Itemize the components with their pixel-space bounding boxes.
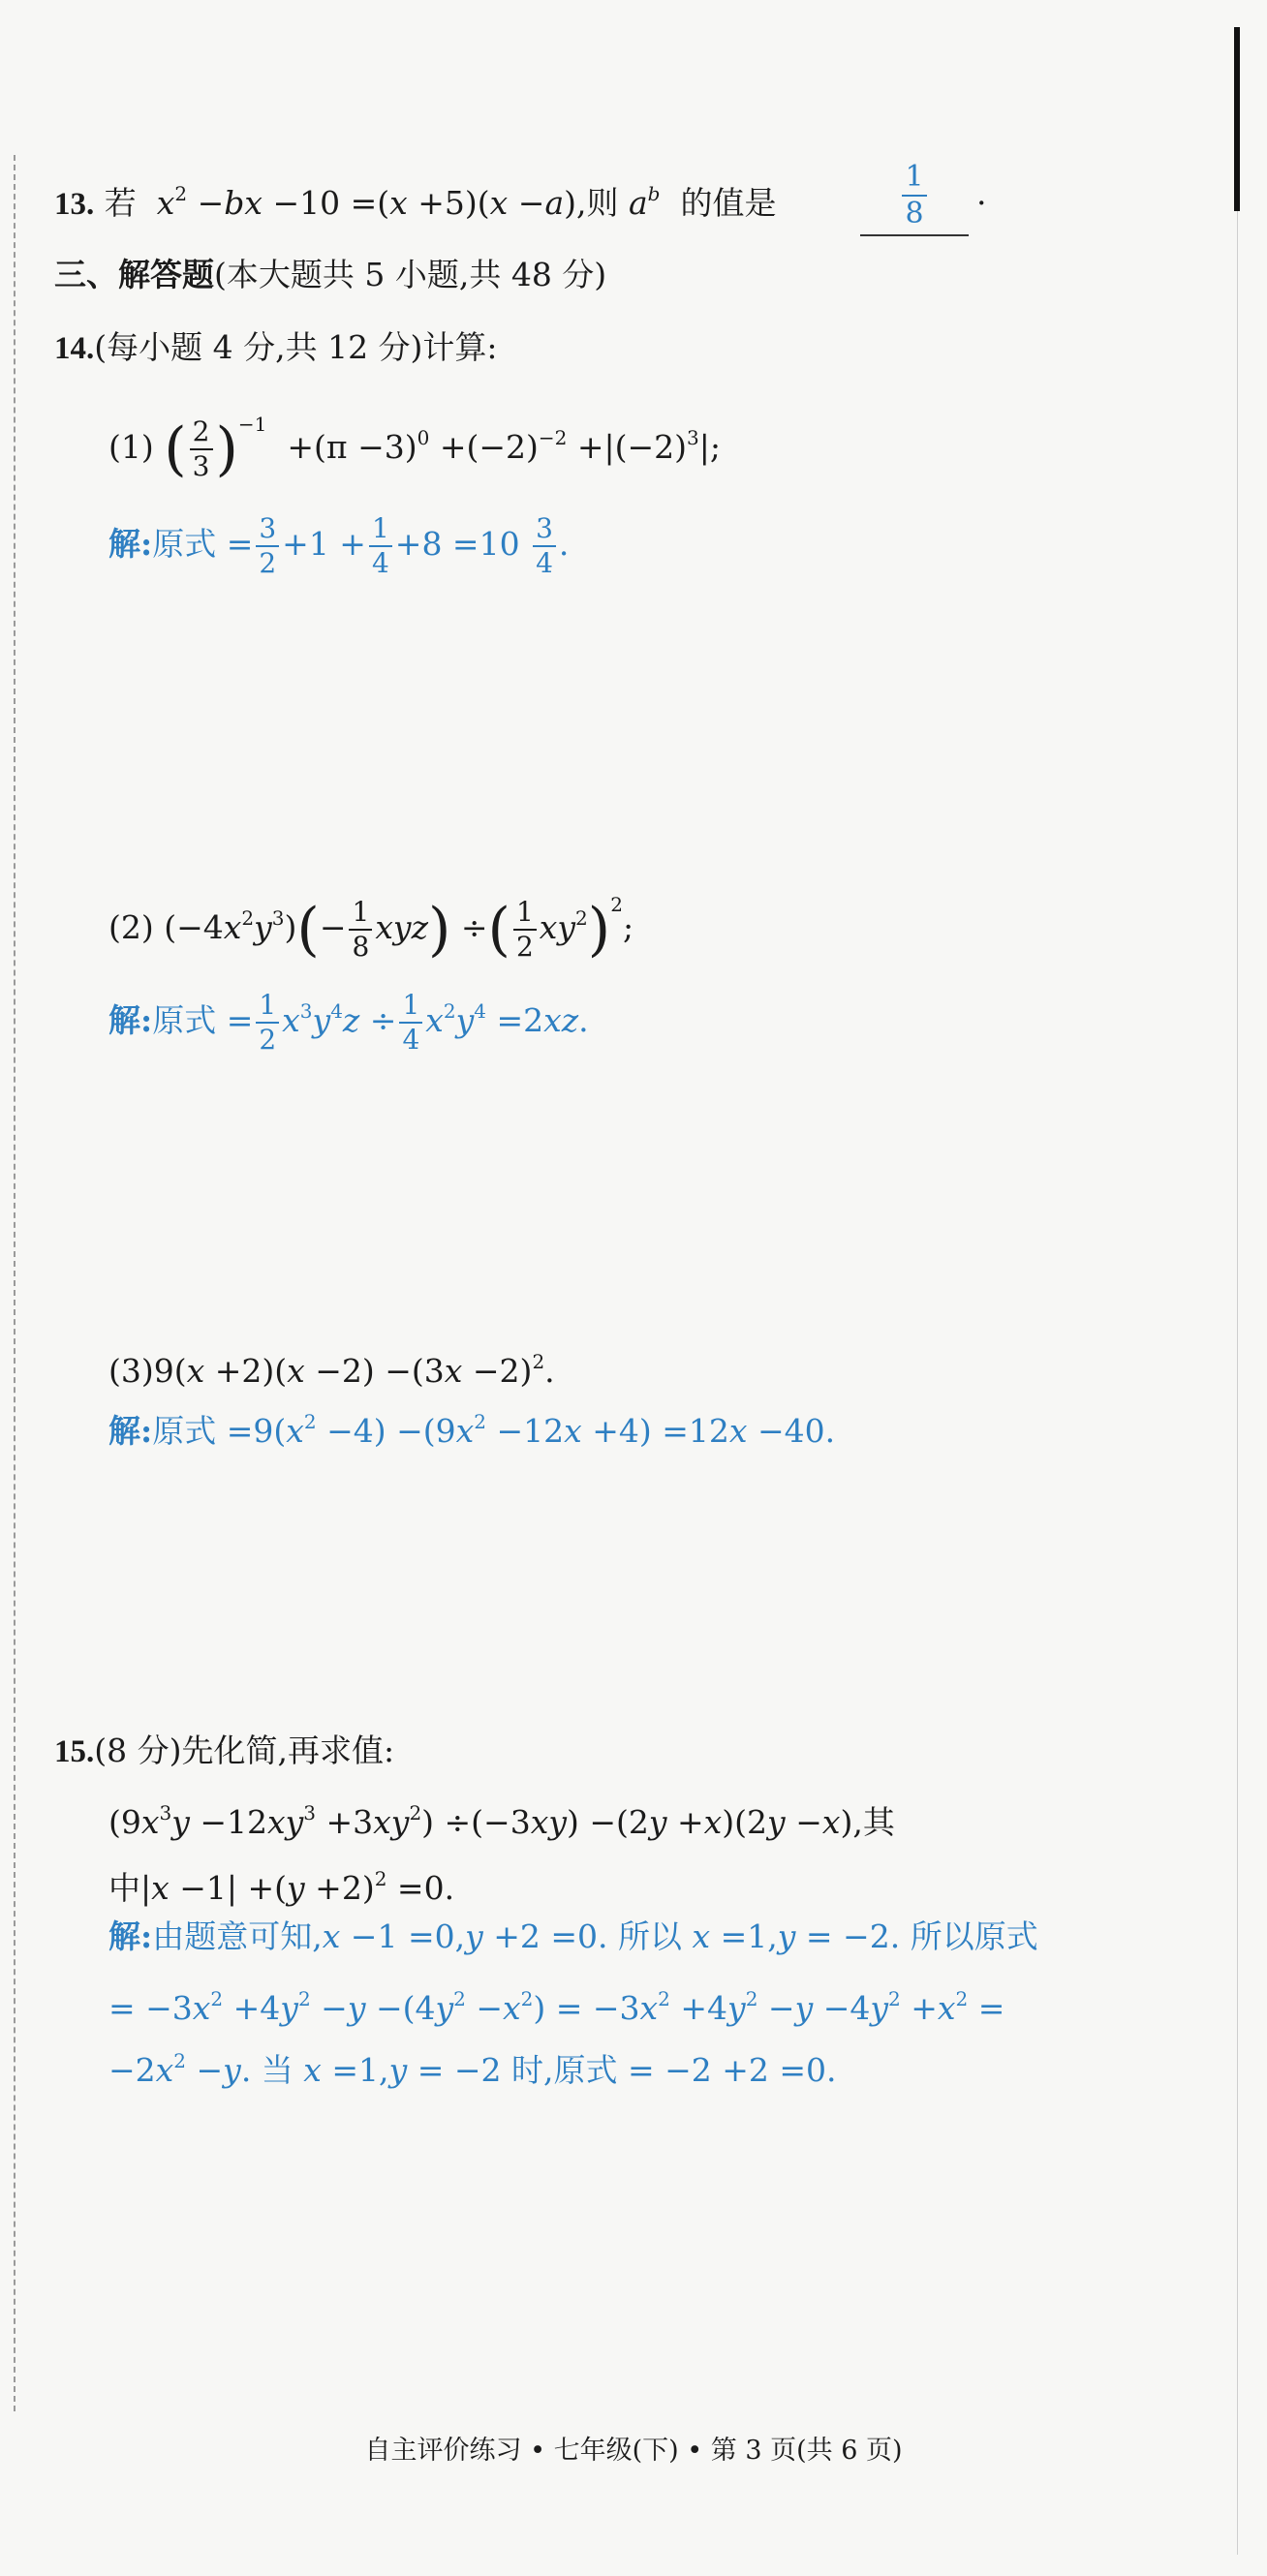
question-number: 15. <box>54 1734 95 1769</box>
q15-expression: $(9x^3y -12xy^3 +3xy^2) \div(-3xy) -(2y +x)(2y -x)$,其 <box>108 1801 895 1841</box>
page-edge-line <box>1237 211 1238 2555</box>
question-13 <box>54 172 776 226</box>
part-label: (1) <box>108 428 154 466</box>
q15-solution-line-3: $-2x^2 -y$. 当 x =1,y = −2 时,原式 = −2 +2 =0. <box>108 2049 837 2089</box>
question-number: 14. <box>54 331 95 366</box>
q14-part-2: (2) $(-4x^2y^3)(-$ $\frac{1}{8}$ xyz) ÷( $\frac{1}{2}$ $xy^2)^2$; <box>108 893 634 964</box>
binding-dashed-line <box>14 155 15 2411</box>
q14-part-1-solution: 解:原式 = $\frac{3}{2}$ +1 + $\frac{1}{4}$ +8 =10 $\frac{3}{4}$ . <box>108 512 570 579</box>
q14-part-2-solution: 解:原式 = $\frac{1}{2}$ $x^3y^4z$ ÷ $\frac{1}{4}$ $x^2y^4 =2xz$. <box>108 989 589 1056</box>
solution-text: 所以原式 <box>910 1917 1038 1955</box>
solution-prefix: 原式 <box>152 525 217 563</box>
q14-part-3: $(3)9(x +2)(x -2) -(3x -2)^2$. <box>108 1350 555 1390</box>
q14-part-3-solution: 解:原式 $=9(x^2 -4) -(9x^2 -12x +4) =12x -40$. <box>108 1410 836 1450</box>
part-label: (3) <box>108 1352 154 1390</box>
q13-equation: $x^2 -bx -10 =(x +5)(x -a)$,则 $a^b$ <box>156 182 661 222</box>
section-title: 三、解答题 <box>54 256 214 293</box>
solution-label: 解: <box>108 1917 153 1955</box>
solution-text: 由题意可知, <box>152 1917 323 1955</box>
q14-header: (每小题 4 分,共 12 分)计算: <box>94 328 498 366</box>
q15-solution-line-1: 解:由题意可知,x −1 =0,y +2 =0. 所以 x =1,y = −2. 所以原式 <box>108 1917 1038 1955</box>
solution-prefix: 原式 <box>152 1001 217 1039</box>
question-15 <box>54 1730 394 1773</box>
question-number: 13. <box>54 187 95 222</box>
q15-condition-prefix: 中 <box>108 1869 140 1907</box>
q14-part-1: (1) ( $\frac{2}{3}$ )$^{-1} +(\pi -3)^0 +(-2)^{-2} +|(-2)^3|$; <box>108 413 722 483</box>
scan-edge-bar <box>1234 27 1240 211</box>
q13-text-1: 若 <box>104 184 137 222</box>
solution-text: 所以 <box>618 1917 682 1955</box>
solution-text: 时,原式 <box>510 2051 618 2089</box>
solution-prefix: 原式 <box>152 1412 217 1450</box>
part-label: (2) <box>108 908 154 946</box>
q13-answer-fraction <box>902 160 926 230</box>
q13-text-2: 的值是 <box>680 184 777 222</box>
solution-label: 解: <box>108 525 153 563</box>
solution-label: 解: <box>108 1001 153 1039</box>
page-footer: 自主评价练习 • 七年级(下) • 第 3 页(共 6 页) <box>364 2436 903 2466</box>
section-heading <box>54 254 606 296</box>
question-14 <box>54 326 498 370</box>
fraction-denominator: 8 <box>905 197 924 230</box>
q15-header: (8 分)先化简,再求值: <box>94 1732 395 1769</box>
q13-end-period: . <box>976 174 987 212</box>
solution-text: 当 <box>261 2051 294 2089</box>
q15-solution-line-2: = $-3x^2 +4y^2 -y -(4y^2 -x^2) = -3x^2 +4y^2 -y -4y^2 +x^2$ = <box>108 1987 1005 2027</box>
solution-label: 解: <box>108 1412 153 1450</box>
q13-answer-blank <box>860 157 969 236</box>
fraction-numerator: 1 <box>905 160 924 194</box>
q15-condition: 中$|x -1| +(y +2)^2 =0$. <box>108 1867 455 1907</box>
section-note: (本大题共 5 小题,共 48 分) <box>214 256 607 293</box>
